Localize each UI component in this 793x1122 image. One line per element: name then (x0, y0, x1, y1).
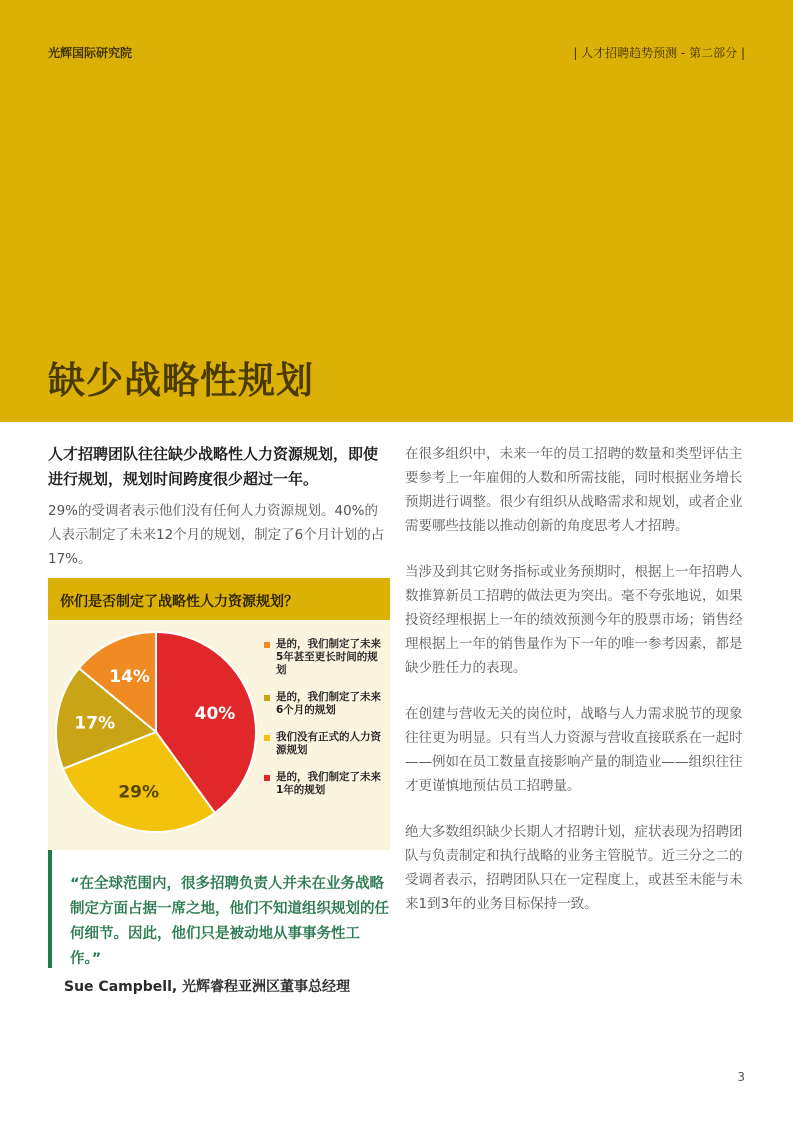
page-title: 缺少战略性规划 (48, 359, 314, 402)
legend-swatch (264, 695, 270, 701)
org-name: 光辉国际研究院 (48, 46, 133, 60)
legend-item (264, 638, 388, 677)
body-paragraph-4: 绝大多数组织缺少长期人才招聘计划，症状表现为招聘团队与负责制定和执行战略的业务主管脱节。近三分之二的受调者表示，招聘团队只在一定程度上，或甚至未能与未来1到3年的业务目标保持一致。 (405, 824, 743, 912)
lead-paragraph: 人才招聘团队往往缺少战略性人力资源规划，即使进行规划，规划时间跨度很少超过一年。 (48, 445, 379, 488)
quote-attribution: Sue Campbell, 光辉睿程亚洲区董事总经理 (64, 979, 351, 995)
body-paragraph-1: 在很多组织中，未来一年的员工招聘的数量和类型评估主要参考上一年雇佣的人数和所需技能，同时根据业务增长预期进行调整。很少有组织从战略需求和规划，或者企业需要哪些技能以推动创新的角度思考人才招聘。 (405, 446, 743, 534)
right-column (405, 442, 745, 938)
report-series: | 人才招聘趋势预测 - 第二部分 | (573, 46, 745, 60)
chart-legend (264, 638, 388, 811)
body-paragraph-3: 在创建与营收无关的岗位时，战略与人力需求脱节的现象往往更为明显。只有当人力资源与营收直接联系在一起时——例如在员工数量直接影响产量的制造业——组织往往才更谨慎地预估员工招聘量。 (405, 706, 743, 794)
legend-label: 是的，我们制定了未来5年甚至更长时间的规划 (276, 638, 381, 676)
pie-slice-label: 17% (74, 713, 116, 734)
page-number: 3 (737, 1070, 745, 1084)
pie-slice-label: 29% (118, 782, 160, 803)
left-column (48, 442, 390, 571)
legend-swatch (264, 775, 270, 781)
legend-swatch (264, 642, 270, 648)
chart-header (48, 578, 390, 620)
pie-slice-label: 40% (194, 703, 236, 724)
legend-label: 我们没有正式的人力资源规划 (276, 731, 381, 756)
legend-label: 是的，我们制定了未来1年的规划 (276, 771, 381, 796)
quote-text: “在全球范围内，很多招聘负责人并未在业务战略制定方面占据一席之地，他们不知道组织规划的任何细节。因此，他们只是被动地从事事务性工作。” (70, 876, 389, 967)
pull-quote (48, 850, 390, 968)
intro-paragraph: 29%的受调者表示他们没有任何人力资源规划。40%的人表示制定了未来12个月的规划，制定了6个月计划的占17%。 (48, 503, 385, 567)
body-paragraph-2: 当涉及到其它财务指标或业务预期时，根据上一年招聘人数推算新员工招聘的做法更为突出。毫不夸张地说，如果投资经理根据上一年的绩效预测今年的股票市场；销售经理根据上一年的销售量作为下一年的唯一参考因素，都是缺少胜任力的表现。 (405, 564, 743, 676)
pie-chart (48, 620, 263, 850)
pie-slice-label: 14% (109, 666, 150, 687)
legend-item (264, 771, 388, 797)
legend-label: 是的，我们制定了未来6个月的规划 (276, 691, 381, 716)
legend-swatch (264, 735, 270, 741)
legend-item (264, 731, 388, 757)
legend-item (264, 691, 388, 717)
chart-title: 你们是否制定了战略性人力资源规划？ (60, 594, 298, 610)
hero-banner (0, 0, 793, 422)
pie-chart-panel (48, 578, 390, 850)
